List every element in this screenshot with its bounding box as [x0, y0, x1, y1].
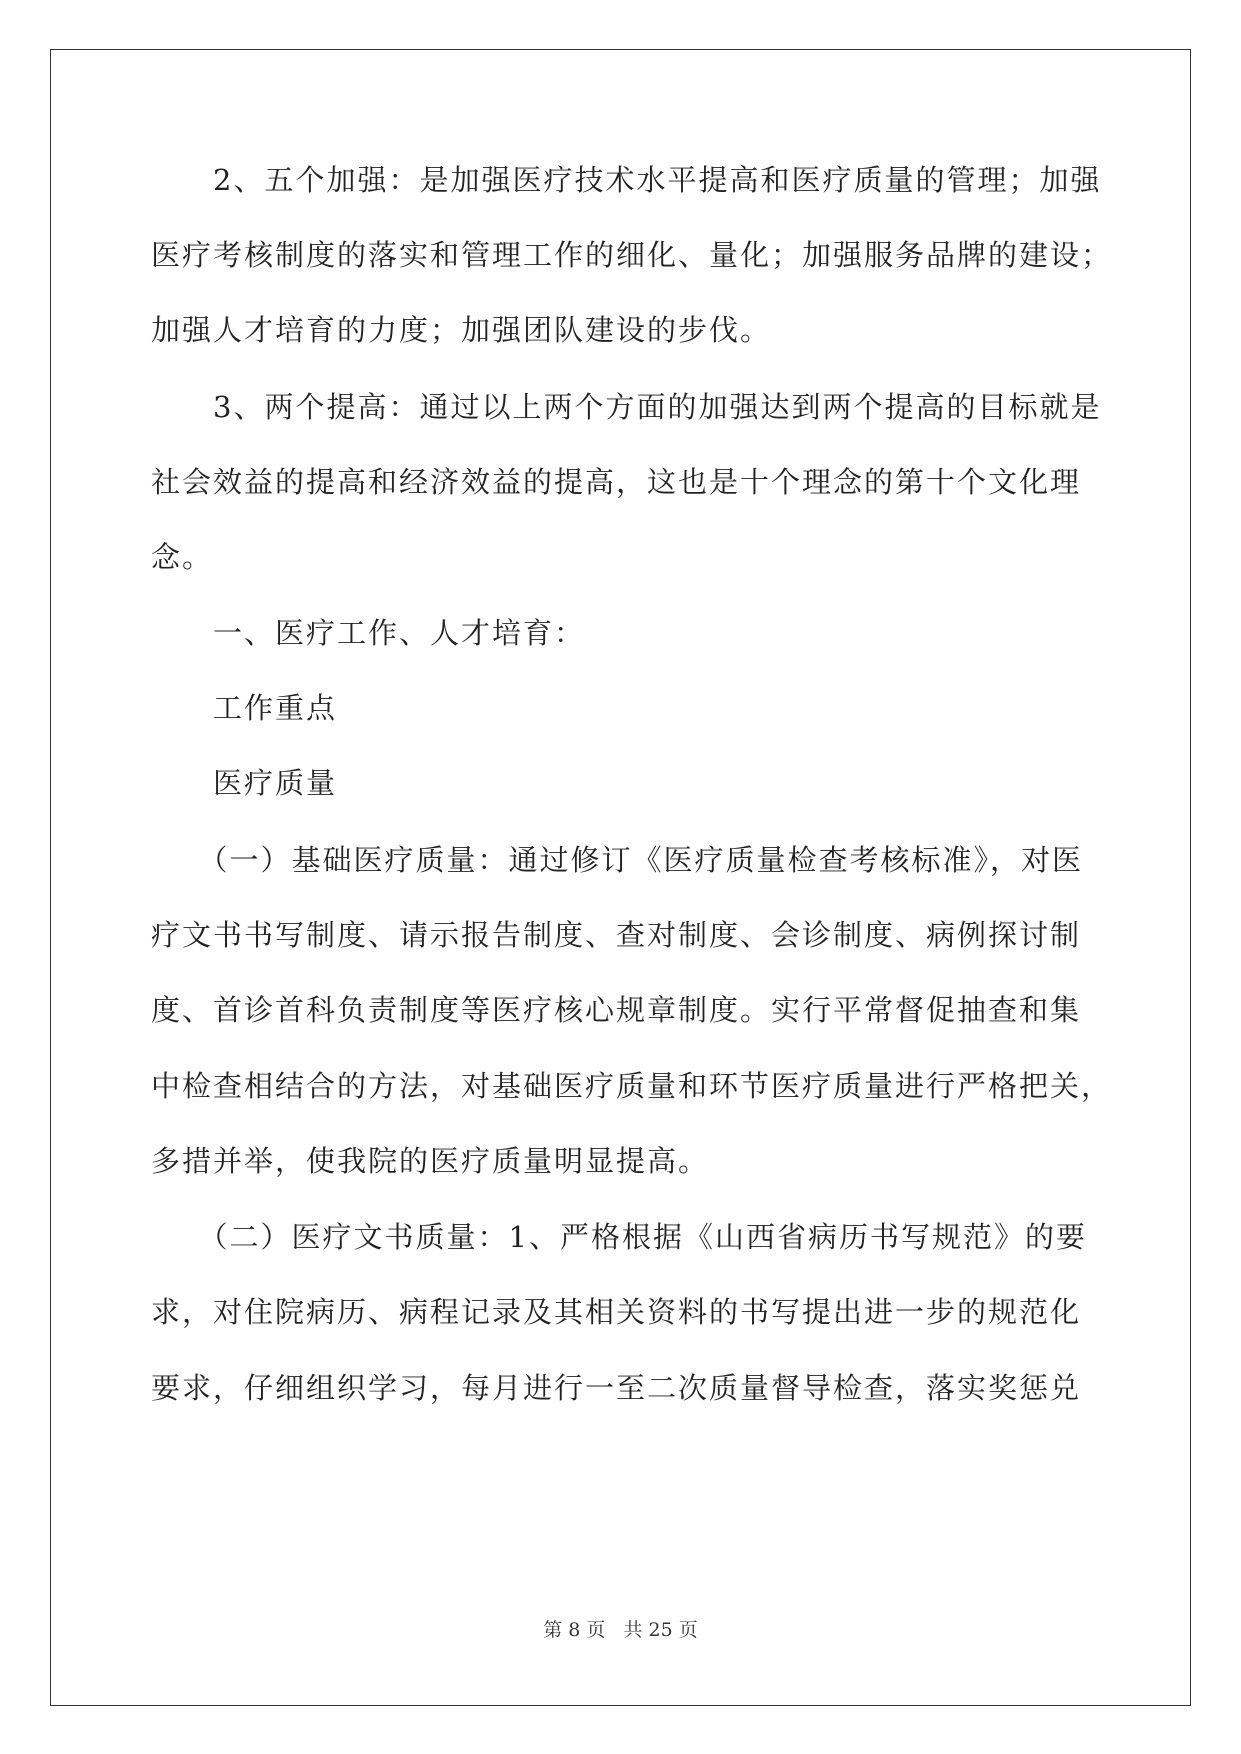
text-line: 要求，仔细组织学习，每月进行一至二次质量督导检查，落实奖惩兑: [151, 1371, 1082, 1405]
page-footer: [0, 1618, 1241, 1642]
text-line: （二）医疗文书质量：1、严格根据《山西省病历书写规范》的要: [151, 1220, 1087, 1254]
text-line: 加强人才培育的力度；加强团队建设的步伐。: [151, 313, 772, 347]
text-line: 3、两个提高：通过以上两个方面的加强达到两个提高的目标就是: [151, 390, 1102, 424]
text-line: 疗文书书写制度、请示报告制度、查对制度、会诊制度、病例探讨制: [151, 918, 1082, 952]
text-line: 医疗考核制度的落实和管理工作的细化、量化；加强服务品牌的建设；: [151, 238, 1113, 272]
text-line: 中检查相结合的方法，对基础医疗质量和环节医疗质量进行严格把关，: [151, 1069, 1113, 1103]
text-line: 念。: [151, 540, 214, 574]
text-line: 一、医疗工作、人才培育：: [151, 616, 586, 650]
text-line: （一）基础医疗质量：通过修订《医疗质量检查考核标准》，对医: [151, 843, 1084, 877]
text-line: 社会效益的提高和经济效益的提高，这也是十个理念的第十个文化理: [151, 465, 1082, 499]
page-number: 第 8 页: [543, 1619, 606, 1641]
text-line: 多措并举，使我院的医疗质量明显提高。: [151, 1144, 710, 1178]
text-line: 工作重点: [151, 691, 338, 725]
text-line: 度、首诊首科负责制度等医疗核心规章制度。实行平常督促抽查和集: [151, 993, 1082, 1027]
total-pages: 共 25 页: [623, 1619, 698, 1641]
text-line: 求，对住院病历、病程记录及其相关资料的书写提出进一步的规范化: [151, 1295, 1082, 1329]
text-line: 2、五个加强：是加强医疗技术水平提高和医疗质量的管理；加强: [151, 163, 1102, 197]
text-line: 医疗质量: [151, 766, 338, 800]
